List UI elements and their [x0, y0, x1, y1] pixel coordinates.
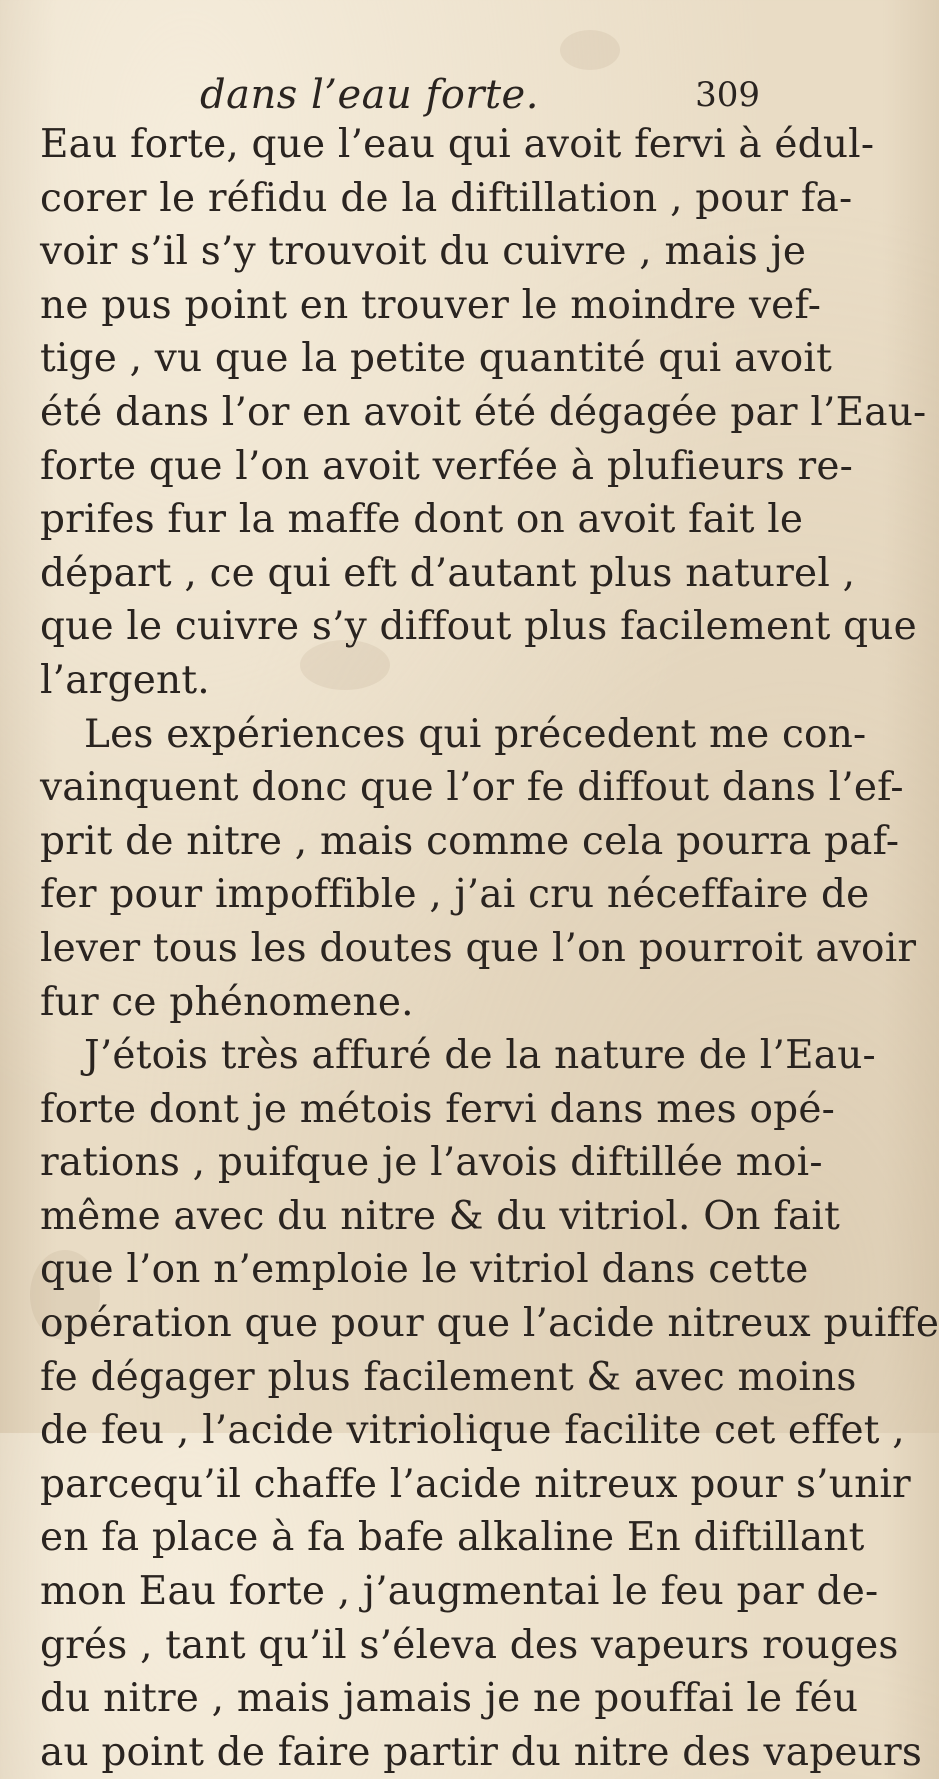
text-line: lever tous les doutes que l’on pourroit avoir	[40, 925, 917, 971]
body-text	[40, 118, 939, 1779]
text-line: en fa place à fa bafe alkaline En diftillant	[40, 1515, 865, 1561]
text-line: vainquent donc que l’or fe diffout dans l’ef-	[40, 765, 904, 811]
text-line: que l’on n’emploie le vitriol dans cette	[40, 1247, 809, 1293]
text-line: même avec du nitre & du vitriol. On fait	[40, 1193, 840, 1239]
text-line: de feu , l’acide vitriolique facilite cet effet ,	[40, 1408, 905, 1454]
text-line: au point de faire partir du nitre des vapeurs	[40, 1729, 923, 1775]
text-line: fe dégager plus facilement & avec moins	[40, 1354, 857, 1400]
text-line: du nitre , mais jamais je ne pouffai le féu	[40, 1676, 859, 1722]
text-line: prifes fur la maffe dont on avoit fait le	[40, 497, 804, 543]
text-line: forte dont je métois fervi dans mes opé-	[40, 1086, 835, 1132]
text-line: fer pour impoffible , j’ai cru néceffaire de	[40, 872, 870, 918]
text-line: voir s’il s’y trouvoit du cuivre , mais je	[40, 229, 807, 275]
text-line: rations , puifque je l’avois diftillée moi-	[40, 1140, 823, 1186]
text-line: tige , vu que la petite quantité qui avoit	[40, 336, 832, 382]
text-line: corer le réfidu de la diftillation , pour fa-	[40, 175, 853, 221]
text-line: Eau forte, que l’eau qui avoit fervi à édul-	[40, 122, 875, 167]
text-line: mon Eau forte , j’augmentai le feu par de-	[40, 1569, 879, 1615]
paper-stain	[560, 30, 620, 70]
text-line: que le cuivre s’y diffout plus facilement que	[40, 604, 917, 650]
text-line: forte que l’on avoit verfée à plufieurs re-	[40, 443, 854, 489]
text-line: ne pus point en trouver le moindre vef-	[40, 282, 822, 328]
text-line: J’étois très affuré de la nature de l’Eau-	[84, 1033, 876, 1079]
running-head	[200, 70, 760, 120]
text-line: Les expériences qui précedent me con-	[84, 711, 867, 757]
page-number: 309	[695, 75, 760, 115]
text-line: parcequ’il chaffe l’acide nitreux pour s’unir	[40, 1461, 911, 1507]
text-line: été dans l’or en avoit été dégagée par l’Eau-	[40, 389, 927, 435]
text-line: l’argent.	[40, 657, 210, 703]
text-line: fur ce phénomene.	[40, 979, 414, 1025]
text-line: opération que pour que l’acide nitreux puiffe	[40, 1301, 939, 1347]
text-line: prit de nitre , mais comme cela pourra paf-	[40, 818, 900, 864]
text-line: départ , ce qui eft d’autant plus naturel ,	[40, 550, 856, 596]
running-head-title: dans l’eau forte.	[200, 72, 539, 118]
text-line: grés , tant qu’il s’éleva des vapeurs rouges	[40, 1622, 899, 1668]
